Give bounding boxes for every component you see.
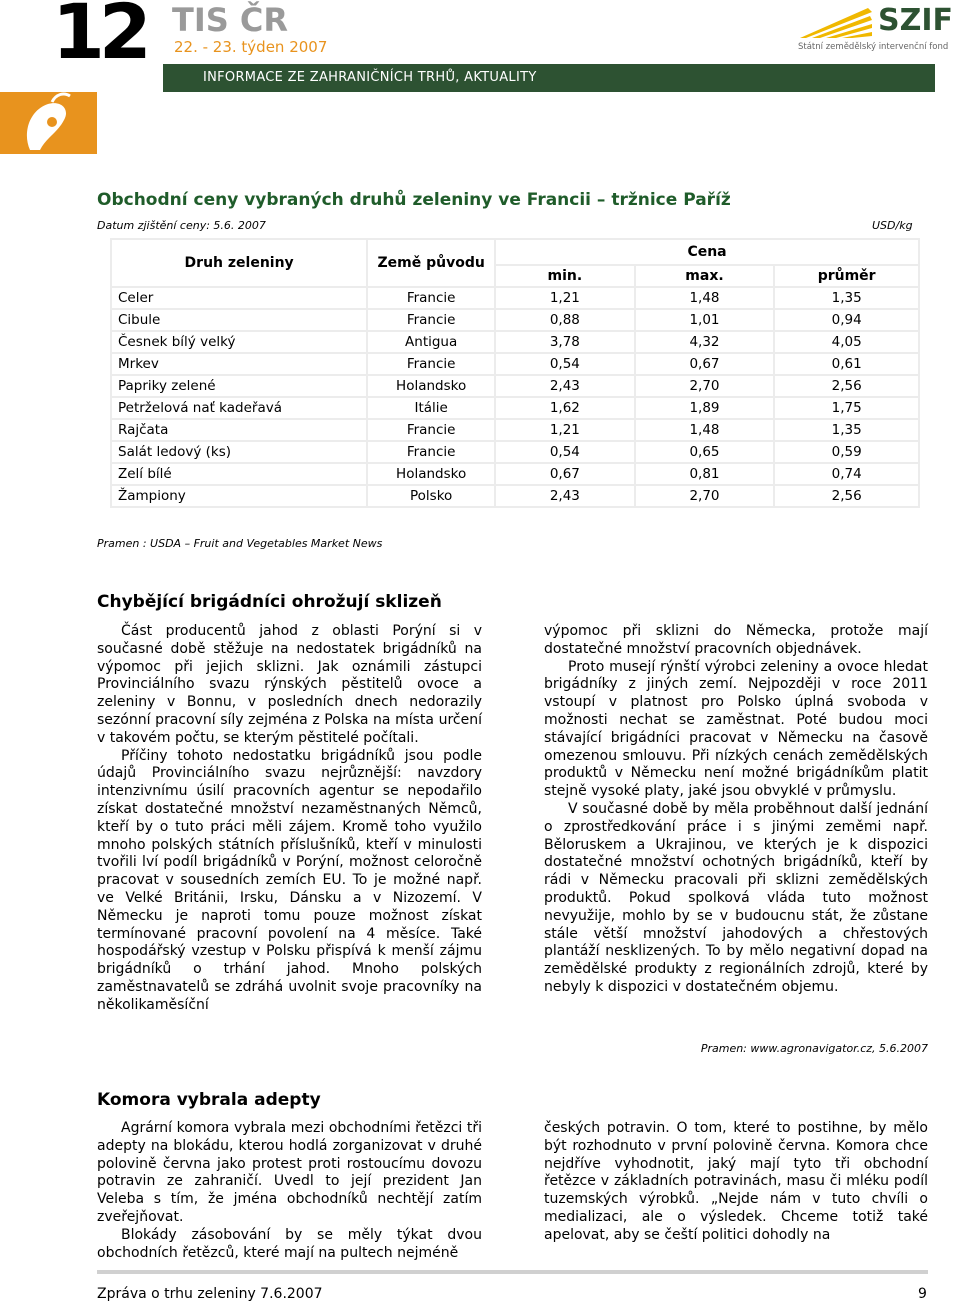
col-header-max: max. xyxy=(635,265,775,287)
pepper-icon xyxy=(0,92,97,154)
cell-max: 4,32 xyxy=(635,331,775,353)
footer-title: Zpráva o trhu zeleniny 7.6.2007 xyxy=(97,1286,323,1302)
prices-title: Obchodní ceny vybraných druhů zeleniny ve Francii – tržnice Paříž xyxy=(97,190,731,210)
szif-logo xyxy=(798,4,960,54)
cell-avg: 0,59 xyxy=(774,441,919,463)
cell-avg: 0,94 xyxy=(774,309,919,331)
price-table xyxy=(110,238,920,508)
header-banner-text: INFORMACE ZE ZAHRANIČNÍCH TRHŮ, AKTUALITY xyxy=(203,70,537,85)
cell-min: 2,43 xyxy=(495,375,635,397)
cell-min: 0,67 xyxy=(495,463,635,485)
col-header-min: min. xyxy=(495,265,635,287)
table-header-row xyxy=(111,239,919,265)
cell-avg: 2,56 xyxy=(774,485,919,507)
cell-origin: Francie xyxy=(367,441,495,463)
col-header-vegetable: Druh zeleniny xyxy=(111,239,367,287)
article2-left-column xyxy=(97,1120,482,1262)
paragraph: Blokády zásobování by se měly týkat dvou obchodních řetězců, které mají na pultech nejméně xyxy=(97,1226,482,1261)
cell-max: 0,65 xyxy=(635,441,775,463)
col-header-price: Cena xyxy=(495,239,919,265)
cell-min: 0,54 xyxy=(495,441,635,463)
cell-origin: Holandsko xyxy=(367,463,495,485)
header-banner xyxy=(163,64,935,92)
page-number: 9 xyxy=(918,1286,927,1302)
table-row xyxy=(111,463,919,485)
paragraph: Příčiny tohoto nedostatku brigádníků jsou podle údajů Provinciálního svazu nejrůznější: navzdory intenzivnímu úsilí pracovních agentur se nepodařilo získat dostatečné množství nezaměstnaných Němců, kteří by o tuto práci měli zájem. Kromě toho využilo mnoho polských státních příslušníků, kteří v minulosti tvořili lví podíl brigádníků v Porýní, možnost celoročně pracovat v sousedních zemích EU. To je možné např. ve Velké Británii, Irsku, Dánsku a v Nizozemí. V Německu je naproti tomu pouze možnost získat termínované pracovní povolení na 4 měsíce. Také hospodářský vzestup v Polsku přispívá k menší zájmu brigádníků o trhání jahod. Mnoho polských zaměstnavatelů se zdráhá uvolnit svoje pracovníky na několikaměsíční xyxy=(97,747,482,1013)
footer-divider xyxy=(97,1270,928,1274)
paragraph: výpomoc při sklizni do Německa, protože mají dostatečné množství pracovních objednávek. xyxy=(544,623,928,657)
table-row xyxy=(111,375,919,397)
cell-avg: 0,74 xyxy=(774,463,919,485)
cell-avg: 4,05 xyxy=(774,331,919,353)
cell-origin: Francie xyxy=(367,287,495,309)
cell-max: 1,89 xyxy=(635,397,775,419)
cell-vegetable: Žampiony xyxy=(111,485,367,507)
cell-min: 1,62 xyxy=(495,397,635,419)
cell-avg: 2,56 xyxy=(774,375,919,397)
table-row xyxy=(111,441,919,463)
cell-avg: 0,61 xyxy=(774,353,919,375)
cell-max: 2,70 xyxy=(635,375,775,397)
table-row xyxy=(111,287,919,309)
cell-min: 1,21 xyxy=(495,287,635,309)
table-source: Pramen : USDA – Fruit and Vegetables Market News xyxy=(97,537,383,550)
table-row xyxy=(111,353,919,375)
table-row xyxy=(111,419,919,441)
cell-vegetable: Cibule xyxy=(111,309,367,331)
cell-min: 0,54 xyxy=(495,353,635,375)
szif-logo-text: SZIF xyxy=(878,3,954,38)
cell-max: 1,48 xyxy=(635,419,775,441)
cell-min: 1,21 xyxy=(495,419,635,441)
article1-title: Chybějící brigádníci ohrožují sklizeň xyxy=(97,592,442,612)
cell-origin: Holandsko xyxy=(367,375,495,397)
paragraph: Část producentů jahod z oblasti Porýní si v současné době stěžuje na nedostatek brigádníků na výpomoc při jejich sklizni. Jak oznámili zástupci Provinciálního svazu rýnských pěstitelů ovoce a zeleniny v Bonnu, v posledních dnech nedorazily sezónní pracovní síly zejména z Polska na místa určení v takovém počtu, se kterým pěstitelé počítali. xyxy=(97,623,482,746)
table-row xyxy=(111,485,919,507)
cell-max: 2,70 xyxy=(635,485,775,507)
week-label: 22. - 23. týden 2007 xyxy=(174,38,328,56)
cell-avg: 1,35 xyxy=(774,287,919,309)
paragraph: českých potravin. O tom, které to postihne, by mělo být rozhodnuto v první polovině června. Komora chce nejdříve vyhodnotit, jaký mají tyto tři obchodní řetězce v základních potravinách, masu či mléku podíl tuzemských výrobků. „Nejde nám v tuto chvíli o medializaci, ale o výsledek. Chceme totiž také apelovat, aby se čeští politici dohodly na xyxy=(544,1120,928,1243)
cell-min: 0,88 xyxy=(495,309,635,331)
table-row xyxy=(111,331,919,353)
cell-avg: 1,75 xyxy=(774,397,919,419)
cell-max: 1,48 xyxy=(635,287,775,309)
cell-vegetable: Zelí bílé xyxy=(111,463,367,485)
table-row xyxy=(111,309,919,331)
article2-title: Komora vybrala adepty xyxy=(97,1090,321,1110)
article2-right-column xyxy=(544,1120,928,1245)
col-header-avg: průměr xyxy=(774,265,919,287)
article1-right-column xyxy=(544,623,928,997)
cell-vegetable: Papriky zelené xyxy=(111,375,367,397)
cell-vegetable: Mrkev xyxy=(111,353,367,375)
paragraph: Agrární komora vybrala mezi obchodními řetězci tři adepty na blokádu, kterou hodlá zorganizovat v druhé polovině června jako protest proti rostoucímu dovozu potravin ze zahraničí. Uvedl to její prezident Jan Veleba s tím, že jména obchodníků nechtějí zatím zveřejňovat. xyxy=(97,1120,482,1225)
cell-origin: Itálie xyxy=(367,397,495,419)
szif-logo-subtitle: Státní zemědělský intervenční fond xyxy=(798,42,949,52)
cell-avg: 1,35 xyxy=(774,419,919,441)
cell-vegetable: Petrželová nať kadeřavá xyxy=(111,397,367,419)
cell-max: 0,67 xyxy=(635,353,775,375)
cell-vegetable: Celer xyxy=(111,287,367,309)
cell-max: 1,01 xyxy=(635,309,775,331)
cell-origin: Antigua xyxy=(367,331,495,353)
cell-vegetable: Česnek bílý velký xyxy=(111,331,367,353)
price-date: Datum zjištění ceny: 5.6. 2007 xyxy=(97,219,266,232)
col-header-origin: Země původu xyxy=(367,239,495,287)
price-unit: USD/kg xyxy=(872,219,913,232)
szif-field-icon xyxy=(798,4,878,40)
vegetable-logo xyxy=(0,92,97,154)
issue-number: 12 xyxy=(52,0,146,76)
paragraph: V současné době by měla proběhnout další jednání o zprostředkování práce i s jinými zeměmi např. Běloruskem a Ukrajinou, ve kterých je k dispozici dostatečné množství ochotných brigádníků, kteří by rádi v Německu pracovali při sklizni zemědělských produktů. Pokud spolková vláda tuto možnost nevyužije, mohlo by se v budoucnu stát, že zůstane stále větší množství jahodových a chřestových plantáží nesklizených. To by mělo negativní dopad na zemědělské produkty z regionálních zdrojů, které by nebyly k dispozici v dostatečném objemu. xyxy=(544,800,928,995)
cell-max: 0,81 xyxy=(635,463,775,485)
cell-vegetable: Salát ledový (ks) xyxy=(111,441,367,463)
table-row xyxy=(111,397,919,419)
cell-origin: Francie xyxy=(367,353,495,375)
paragraph: Proto musejí rýnští výrobci zeleniny a ovoce hledat brigádníky z jiných zemí. Nejpozději v roce 2011 vstoupí v platnost pro Polsko úplná svoboda v možnosti nechat se zaměstnat. Poté budou moci stávající brigádníci pracovat v Německu na časově omezenou smlouvu. Při nízkých cenách zemědělských produktů v Německu není možné brigádníkům platit stejně vysoké platy, jaké jsou obvyklé v průmyslu. xyxy=(544,658,928,800)
cell-origin: Francie xyxy=(367,309,495,331)
cell-vegetable: Rajčata xyxy=(111,419,367,441)
article1-source: Pramen: www.agronavigator.cz, 5.6.2007 xyxy=(700,1042,928,1055)
cell-min: 2,43 xyxy=(495,485,635,507)
cell-origin: Francie xyxy=(367,419,495,441)
cell-min: 3,78 xyxy=(495,331,635,353)
article1-left-column xyxy=(97,623,482,1015)
cell-origin: Polsko xyxy=(367,485,495,507)
brand-title: TIS ČR xyxy=(172,1,289,39)
